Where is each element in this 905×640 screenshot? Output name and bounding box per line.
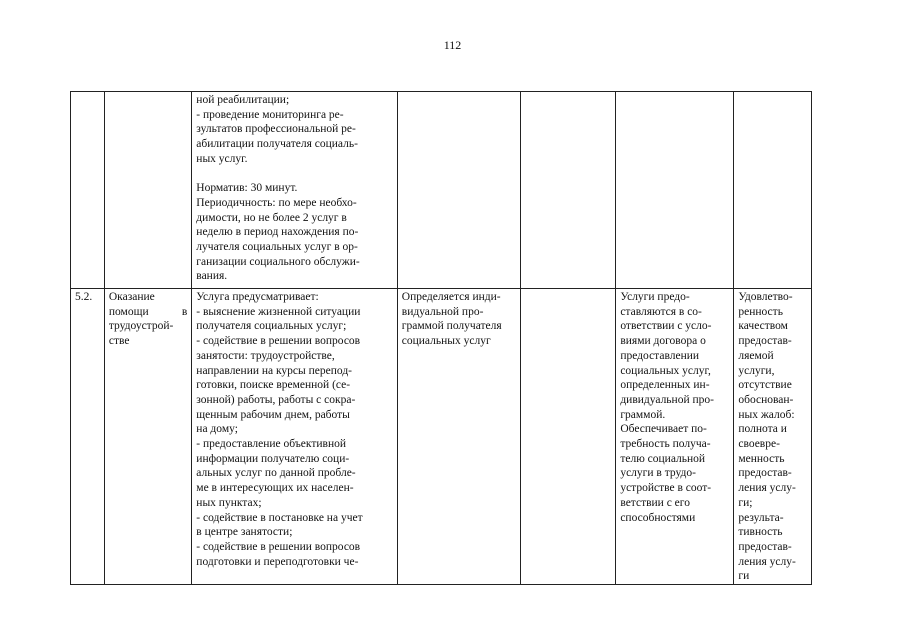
row2-content-line: направлении на курсы перепод- bbox=[196, 364, 353, 377]
row1-content-line: зультатов профессиональной ре- bbox=[196, 123, 356, 136]
row1-content-line: неделю в период нахождения по- bbox=[196, 226, 359, 239]
cost-line: граммой получателя bbox=[401, 320, 502, 333]
row2-content-line: готовки, поиске временной (се- bbox=[196, 379, 351, 392]
row2-content-line: щенным рабочим днем, работы bbox=[196, 408, 350, 421]
conditions-line: ветствии с его bbox=[620, 496, 690, 509]
conditions-line: Услуги предо- bbox=[620, 291, 690, 303]
service-name-line: Оказание bbox=[108, 291, 155, 303]
row1-content-line: димости, но не более 2 услуг в bbox=[196, 211, 347, 224]
service-name-line: трудоустрой- bbox=[108, 320, 174, 333]
row2-empty-cell bbox=[521, 289, 616, 585]
conditions-line: предоставлении bbox=[620, 349, 700, 362]
row1-number-cell bbox=[71, 92, 105, 289]
row2-indicators-cell bbox=[734, 289, 812, 585]
conditions-line: социальных услуг, bbox=[620, 364, 711, 377]
services-table bbox=[70, 91, 812, 585]
conditions-line: услуги в трудо- bbox=[620, 467, 696, 480]
row2-content-line: - выяснение жизненной ситуации bbox=[196, 305, 361, 318]
row1-content-cell bbox=[192, 92, 397, 289]
row2-content-line: получателя социальных услуг; bbox=[196, 320, 347, 333]
row1-content-line: ной реабилитации; bbox=[196, 94, 290, 106]
conditions-line: определенных ин- bbox=[620, 379, 710, 392]
indicators-line: ги bbox=[738, 570, 750, 583]
indicators-line: ренность bbox=[738, 305, 783, 318]
conditions-line: виями договора о bbox=[620, 335, 706, 348]
row2-content-cell bbox=[192, 289, 397, 585]
row1-content-line: - проведение мониторинга ре- bbox=[196, 108, 344, 121]
cost-line: Определяется инди- bbox=[401, 291, 501, 303]
row1-content-line: ных услуг. bbox=[196, 152, 248, 165]
paragraph-gap bbox=[196, 167, 392, 182]
indicators-line: полнота и bbox=[738, 423, 787, 436]
table-row bbox=[71, 289, 812, 585]
indicators-line: ления услу- bbox=[738, 482, 796, 495]
row2-content-line: - содействие в постановке на учет bbox=[196, 511, 363, 524]
cost-line: социальных услуг bbox=[401, 335, 491, 348]
indicators-line: результа- bbox=[738, 511, 784, 524]
row2-content-line: ных пунктах; bbox=[196, 496, 262, 509]
indicators-line: Удовлетво- bbox=[738, 291, 793, 303]
conditions-line: ставляются в со- bbox=[620, 305, 702, 318]
indicators-line: своевре- bbox=[738, 438, 780, 451]
row1-name-cell bbox=[104, 92, 191, 289]
service-name-line: стве bbox=[108, 335, 130, 348]
row2-content-line: альных услуг по данной пробле- bbox=[196, 467, 356, 480]
row2-content-line: подготовки и переподготовки че- bbox=[196, 555, 359, 568]
row2-content-line: на дому; bbox=[196, 423, 238, 436]
row2-content-line: ме в интересующих их населен- bbox=[196, 482, 354, 495]
row2-content-line: - содействие в решении вопросов bbox=[196, 540, 361, 553]
row1-empty-cell bbox=[521, 92, 616, 289]
row1-content-line: ганизации социального обслужи- bbox=[196, 255, 360, 268]
row2-number-cell bbox=[71, 289, 105, 585]
cost-line: видуальной про- bbox=[401, 305, 484, 318]
indicators-line: ги; bbox=[738, 496, 753, 509]
indicators-line: предостав- bbox=[738, 467, 792, 480]
page-number: 112 bbox=[443, 38, 462, 52]
conditions-line: граммой. bbox=[620, 408, 666, 421]
conditions-line: Обеспечивает по- bbox=[620, 423, 707, 436]
row2-name-cell bbox=[104, 289, 191, 585]
row1-cost-cell bbox=[397, 92, 520, 289]
row2-content-line: - предоставление объективной bbox=[196, 438, 346, 451]
row1-content-line: абилитации получателя социаль- bbox=[196, 138, 358, 151]
service-name-line: помощи в bbox=[108, 305, 188, 318]
row2-content-line: в центре занятости; bbox=[196, 526, 293, 539]
indicators-line: предостав- bbox=[738, 335, 792, 348]
row2-cost-cell bbox=[397, 289, 520, 585]
row2-content-line: - содействие в решении вопросов bbox=[196, 335, 361, 348]
indicators-line: предостав- bbox=[738, 540, 792, 553]
row2-content-line: зонной) работы, работы с сокра- bbox=[196, 393, 356, 406]
row2-content-line: Услуга предусматривает: bbox=[196, 291, 319, 303]
indicators-line: услуги, bbox=[738, 364, 775, 377]
row1-conditions-cell bbox=[616, 92, 734, 289]
indicators-line: ных жалоб: bbox=[738, 408, 795, 421]
indicators-line: ляемой bbox=[738, 349, 774, 362]
indicators-line: тивность bbox=[738, 526, 783, 539]
conditions-line: ответствии с усло- bbox=[620, 320, 712, 333]
indicators-line: менность bbox=[738, 452, 785, 465]
row1-content-line: Норматив: 30 минут. bbox=[196, 182, 298, 195]
service-number: 5.2. bbox=[75, 291, 93, 303]
row1-content-line: Периодичность: по мере необхо- bbox=[196, 196, 357, 209]
conditions-line: устройстве в соот- bbox=[620, 482, 712, 495]
conditions-line: способностями bbox=[620, 511, 696, 524]
indicators-line: обоснован- bbox=[738, 393, 794, 406]
row1-indicators-cell bbox=[734, 92, 812, 289]
conditions-line: требность получа- bbox=[620, 438, 711, 451]
indicators-line: ления услу- bbox=[738, 555, 796, 568]
conditions-line: телю социальной bbox=[620, 452, 706, 465]
row2-content-line: занятости: трудоустройстве, bbox=[196, 349, 335, 362]
conditions-line: дивидуальной про- bbox=[620, 393, 714, 406]
row1-content-line: вания. bbox=[196, 270, 228, 283]
indicators-line: качеством bbox=[738, 320, 788, 333]
table-row bbox=[71, 92, 812, 289]
row1-content-line: лучателя социальных услуг в ор- bbox=[196, 241, 358, 254]
row2-content-line: информации получателю соци- bbox=[196, 452, 350, 465]
indicators-line: отсутствие bbox=[738, 379, 792, 392]
row2-conditions-cell bbox=[616, 289, 734, 585]
